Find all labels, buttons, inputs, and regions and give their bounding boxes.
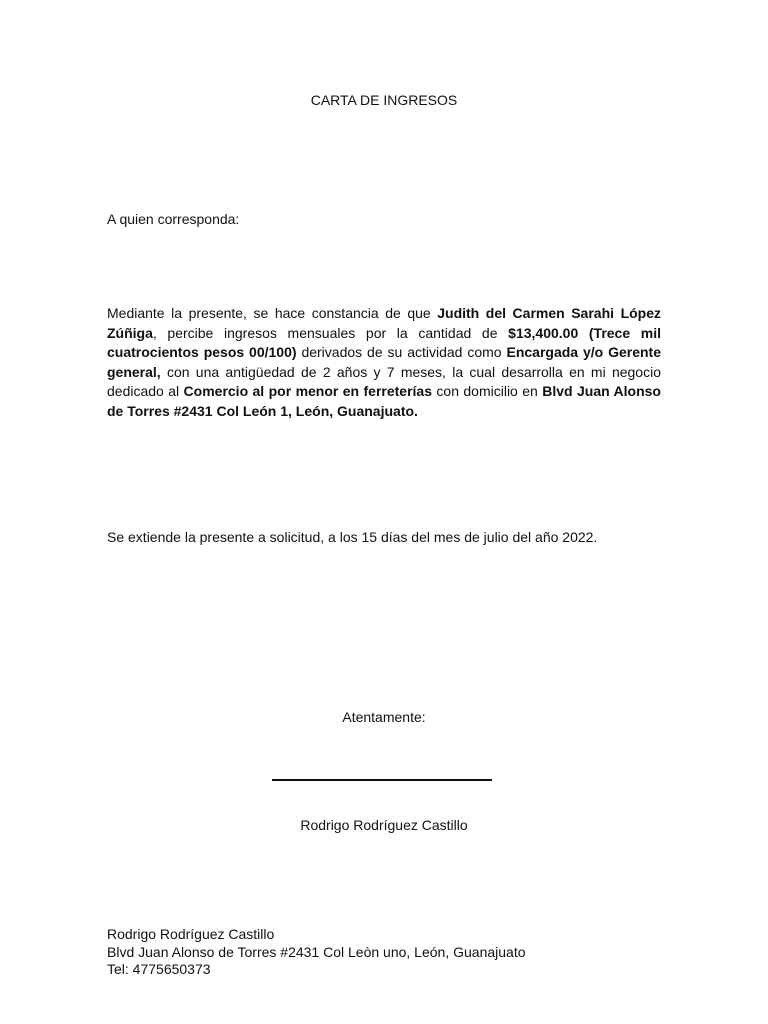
body-text-5: con domicilio en [432,383,543,399]
letter-title: CARTA DE INGRESOS [310,92,458,108]
name-comma: , [152,324,157,341]
signature-line [272,779,492,781]
footer-contact [107,926,526,979]
signer-name: Rodrigo Rodríguez Castillo [300,817,468,833]
body-text-2: percibe ingresos mensuales por la cantidad de [156,324,509,341]
signoff: Atentamente: [342,709,426,725]
business-type: Comercio al por menor en ferreterías [183,383,432,399]
footer-address: Blvd Juan Alonso de Torres #2431 Col Leòn uno, León, Guanajuato [107,943,526,960]
employee-name: Judith del Carmen Sarahi López Zúñiga [107,305,662,341]
salutation: A quien corresponda: [107,211,240,227]
body-paragraph [107,304,661,421]
footer-name: Rodrigo Rodríguez Castillo [107,926,275,942]
footer-phone: Tel: 4775650373 [107,961,211,977]
job-position: Encargada y/o Gerente general, [107,344,661,380]
closing-date-text: Se extiende la presente a solicitud, a los 15 días del mes de julio del año 2022. [107,529,598,545]
body-text-4: con una antigüedad de 2 años y 7 meses, la cual desarrolla en mi negocio dedicado al [107,363,661,399]
business-address: Blvd Juan Alonso de Torres #2431 Col León 1, León, Guanajuato. [107,383,661,419]
body-text-1: Mediante la presente, se hace constancia de que [107,305,438,321]
income-amount: $13,400.00 (Trece mil cuatrocientos pesos 00/100) [107,324,661,360]
body-text-3: derivados de su actividad como [296,344,507,360]
